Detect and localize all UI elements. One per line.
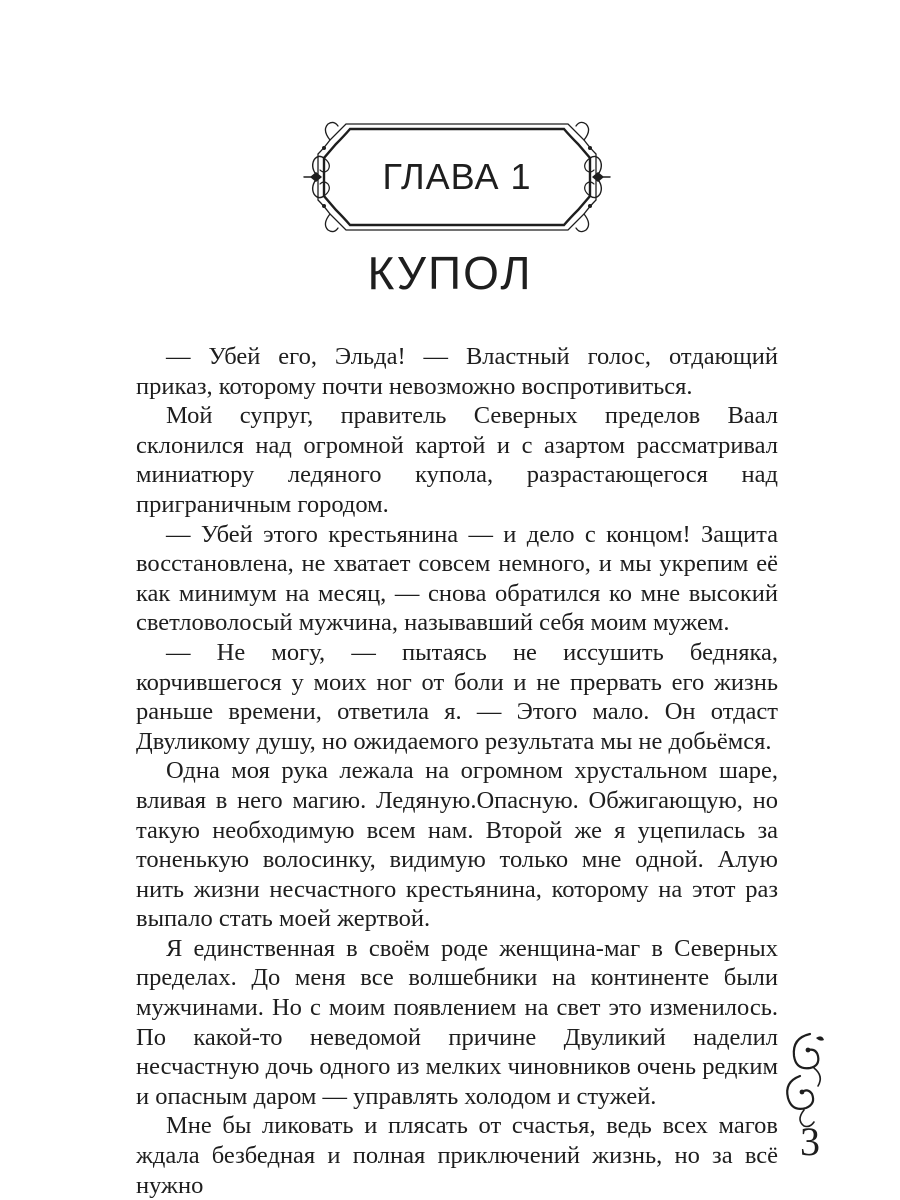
paragraph: Мой супруг, правитель Северных пределов Ваал склонился над огромной картой и с азартом рассматривал миниатюру ледяного купола, разрастающегося над приграничным городом. xyxy=(136,402,778,518)
chapter-body xyxy=(136,342,778,1200)
page-number: 3 xyxy=(800,1119,820,1164)
paragraph: — Не могу, — пытаясь не иссушить бедняка, корчившегося у моих ног от боли и не прервать его жизнь раньше времени, ответила я. — Этого мало. Он отдаст Двуликому душу, но ожидаемого результата мы не добьёмся. xyxy=(136,638,778,755)
chapter-label: ГЛАВА 1 xyxy=(382,156,532,197)
chapter-title: КУПОЛ xyxy=(367,247,533,299)
paragraph: — Убей этого крестьянина — и дело с концом! Защита восстановлена, не хватает совсем немного, и мы укрепим её как минимум на месяц, — снова обратился ко мне высокий светловолосый мужчина, называвший себя моим мужем. xyxy=(136,520,778,637)
paragraph: Я единственная в своём роде женщина-маг в Северных пределах. До меня все волшебники на континенте были мужчинами. Но с моим появлением на свет это изменилось. По какой-то неведомой причине Двуликий наделил несчастную дочь одного из мелких чиновников очень редким и опасным даром — управлять холодом и стужей. xyxy=(136,934,778,1110)
paragraph: Мне бы ликовать и плясать от счастья, ведь всех магов ждала безбедная и полная приключений жизнь, но за всё нужно xyxy=(136,1112,778,1199)
paragraph: — Убей его, Эльда! — Властный голос, отдающий приказ, которому почти невозможно воспротивиться. xyxy=(136,343,778,400)
flourish-icon xyxy=(770,1030,830,1130)
paragraph: Одна моя рука лежала на огромном хрустальном шаре, вливая в него магию. Ледяную.Опасную. Обжигающую, но такую необходимую всем нам. Второй же я уцепилась за тоненькую волосинку, видимую только мне одной. Алую нить жизни несчастного крестьянина, которому на этот раз выпало стать моей жертвой. xyxy=(136,757,778,933)
chapter-frame xyxy=(302,118,612,236)
